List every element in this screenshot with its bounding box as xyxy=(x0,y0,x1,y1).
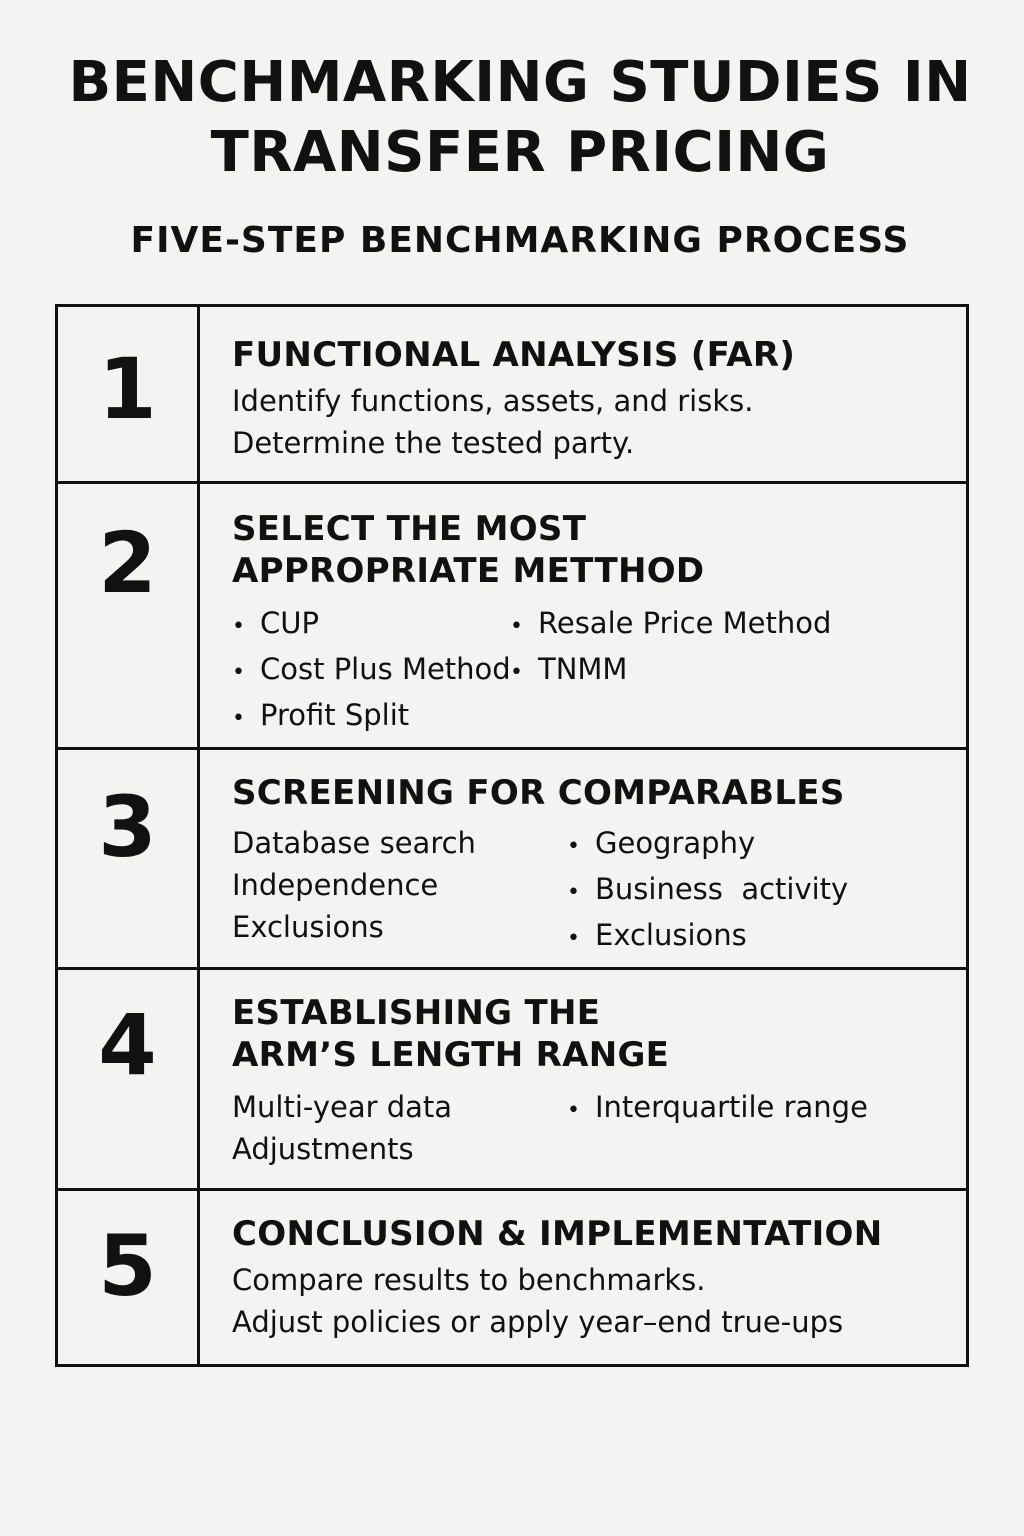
step-5-number-cell xyxy=(58,1191,200,1364)
title-line-1: BENCHMARKING STUDIES IN xyxy=(68,50,972,115)
step-4-details xyxy=(232,1086,956,1170)
step-1-text-line-2: Determine the tested party. xyxy=(232,426,635,460)
step-2-heading-line-2: APPROPRIATE METTHOD xyxy=(232,551,705,591)
step-5-text-line-2: Adjust policies or apply year–end true-ups xyxy=(232,1305,844,1339)
steps-table xyxy=(55,304,969,1367)
step-5-row xyxy=(58,1188,966,1364)
method-label: TNMM xyxy=(538,652,628,686)
step-2-method-list xyxy=(232,602,956,740)
step-3-right-label: Business activity xyxy=(595,872,849,906)
step-4-number-cell xyxy=(58,970,200,1188)
bullet-icon: • xyxy=(232,660,245,685)
step-3-number-cell xyxy=(58,750,200,967)
step-4-left-column xyxy=(232,1086,567,1170)
step-1-number-cell xyxy=(58,307,200,481)
page-title xyxy=(40,48,1000,188)
method-label: CUP xyxy=(260,606,319,640)
step-3-right-label: Exclusions xyxy=(595,918,747,952)
bullet-icon: • xyxy=(567,1098,580,1123)
bullet-icon: • xyxy=(567,834,580,859)
step-1-text-line-1: Identify functions, assets, and risks. xyxy=(232,384,754,418)
step-3-right-item xyxy=(567,822,956,868)
step-5-content xyxy=(200,1191,966,1364)
step-1-row xyxy=(58,307,966,481)
method-item xyxy=(232,602,510,648)
step-3-row xyxy=(58,747,966,967)
step-4-left-item: Multi-year data xyxy=(232,1090,453,1124)
method-label: Resale Price Method xyxy=(538,606,832,640)
method-item xyxy=(232,648,510,694)
step-2-number-cell xyxy=(58,484,200,747)
bullet-icon: • xyxy=(567,926,580,951)
step-4-heading-line-2: ARM’S LENGTH RANGE xyxy=(232,1035,670,1075)
step-1-number: 1 xyxy=(98,340,157,438)
bullet-icon: • xyxy=(232,706,245,731)
step-5-text-line-1: Compare results to benchmarks. xyxy=(232,1263,706,1297)
step-3-left-column xyxy=(232,822,567,960)
step-2-number: 2 xyxy=(98,514,157,612)
step-5-heading: CONCLUSION & IMPLEMENTATION xyxy=(232,1214,883,1254)
method-item xyxy=(510,648,956,694)
method-label: Profit Split xyxy=(260,698,410,732)
step-4-heading-line-1: ESTABLISHING THE xyxy=(232,993,601,1033)
step-3-left-item: Database search xyxy=(232,826,476,860)
step-3-heading: SCREENING FOR COMPARABLES xyxy=(232,773,845,813)
step-4-number: 4 xyxy=(98,996,157,1094)
step-3-right-item xyxy=(567,914,956,960)
step-3-right-column xyxy=(567,822,956,960)
step-4-right-item xyxy=(567,1086,956,1132)
title-line-2: TRANSFER PRICING xyxy=(210,120,830,185)
bullet-icon: • xyxy=(510,614,523,639)
bullet-icon: • xyxy=(567,880,580,905)
step-3-left-item: Exclusions xyxy=(232,910,384,944)
step-3-right-item xyxy=(567,868,956,914)
step-4-left-item: Adjustments xyxy=(232,1132,414,1166)
step-1-content xyxy=(200,307,966,481)
step-4-right-label: Interquartile range xyxy=(595,1090,868,1124)
step-3-right-label: Geography xyxy=(595,826,756,860)
step-3-criteria xyxy=(232,822,956,960)
step-2-content xyxy=(200,484,966,747)
step-1-heading: FUNCTIONAL ANALYSIS (FAR) xyxy=(232,335,796,375)
step-5-number: 5 xyxy=(98,1217,157,1315)
step-2-row xyxy=(58,481,966,747)
method-item xyxy=(232,694,510,740)
page-subtitle: FIVE-STEP BENCHMARKING PROCESS xyxy=(130,220,910,261)
step-4-content xyxy=(200,970,966,1188)
step-3-left-item: Independence xyxy=(232,868,439,902)
step-2-heading-line-1: SELECT THE MOST xyxy=(232,509,587,549)
step-4-row xyxy=(58,967,966,1188)
bullet-icon: • xyxy=(510,660,523,685)
method-label: Cost Plus Method xyxy=(260,652,511,686)
step-3-content xyxy=(200,750,966,967)
step-4-right-column xyxy=(567,1086,956,1170)
step-3-number: 3 xyxy=(98,778,157,876)
bullet-icon: • xyxy=(232,614,245,639)
method-item xyxy=(510,602,956,648)
